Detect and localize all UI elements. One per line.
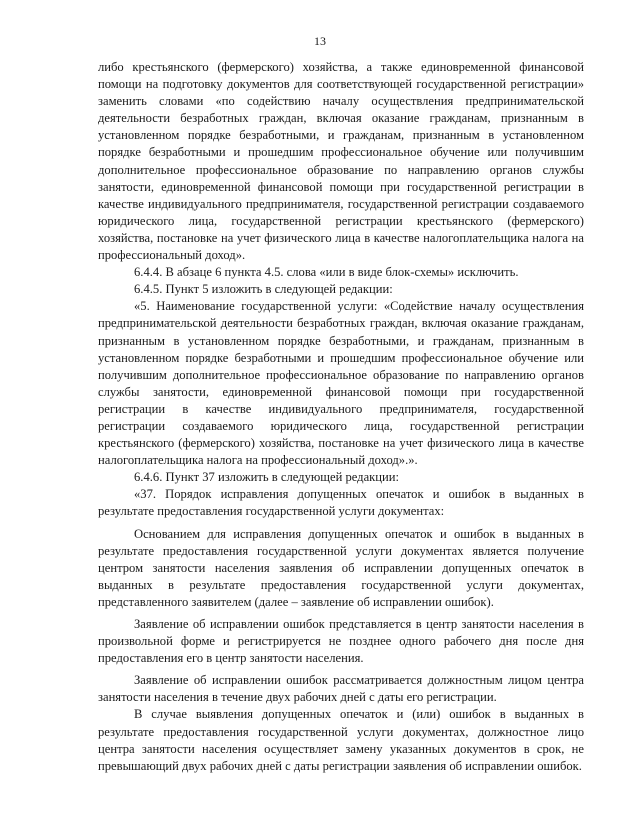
paragraph-application-review: Заявление об исправлении ошибок рассматривается должностным лицом центра занятости населения в течение двух рабочих дней с даты его регистрации. [98,673,584,705]
paragraph-continuation: либо крестьянского (фермерского) хозяйства, а также единовременной финансовой помощи на подготовку документов для соответствующей государственной регистрации» заменить словами «по содействию началу осуществления предпринимательской деятельности безработных граждан, включая оказание гражданам, признанным в установленном порядке безработными, и гражданам, признанным в установленном порядке безработными и прошедшим профессиональное обучение или получившим дополнительное профессиональное образование по направлению органов службы занятости, единовременной финансовой помощи при государственной регистрации в качестве индивидуального предпринимателя, государственной регистрации создаваемого юридического лица, государственной регистрации крестьянского (фермерского) хозяйства, постановке на учет физического лица в качестве налогоплательщика налога на профессиональный доход». [98,60,584,263]
paragraph-application-submission: Заявление об исправлении ошибок представляется в центр занятости населения в произвольной форме и регистрируется не позднее одного рабочего дня после дня предоставления его в центр занятости населения. [98,617,584,666]
page-number: 13 [314,34,326,48]
paragraph-basis-for-correction: Основанием для исправления допущенных опечаток и ошибок в выданных в результате предоставления государственной услуги документах является получение центром занятости населения заявления об исправлении допущенных опечаток в выданных в результате предоставления государственной услуги документах, представленного заявителем (далее – заявление об исправлении ошибок). [98,526,584,609]
paragraph-6-4-5: 6.4.5. Пункт 5 изложить в следующей редакции: [134,282,393,297]
paragraph-6-4-6: 6.4.6. Пункт 37 изложить в следующей редакции: [134,470,400,485]
paragraph-item-37-heading: «37. Порядок исправления допущенных опечаток и ошибок в выданных в результате предоставления государственной услуги документах: [98,487,584,519]
document-body [98,59,584,775]
paragraph-error-replacement: В случае выявления допущенных опечаток и (или) ошибок в выданных в результате предоставления государственной услуги документах, должностное лицо центра занятости населения осуществляет замену указанных документов в срок, не превышающий двух рабочих дней с даты регистрации заявления об исправлении ошибок. [98,707,584,773]
paragraph-item-5-text: «5. Наименование государственной услуги: «Содействие началу осуществления предпринимательской деятельности безработных граждан, включая оказание гражданам, признанным в установленном порядке безработными, и гражданам, признанным в установленном порядке безработными и прошедшим профессиональное обучение или получившим дополнительное профессиональное образование по направлению органов службы занятости, единовременной финансовой помощи при государственной регистрации в качестве индивидуального предпринимателя, государственной регистрации создаваемого юридического лица, государственной регистрации крестьянского (фермерского) хозяйства, постановке на учет физического лица в качестве налогоплательщика налога на профессиональный доход».». [98,299,584,468]
paragraph-6-4-4: 6.4.4. В абзаце 6 пункта 4.5. слова «или в виде блок-схемы» исключить. [134,265,519,280]
